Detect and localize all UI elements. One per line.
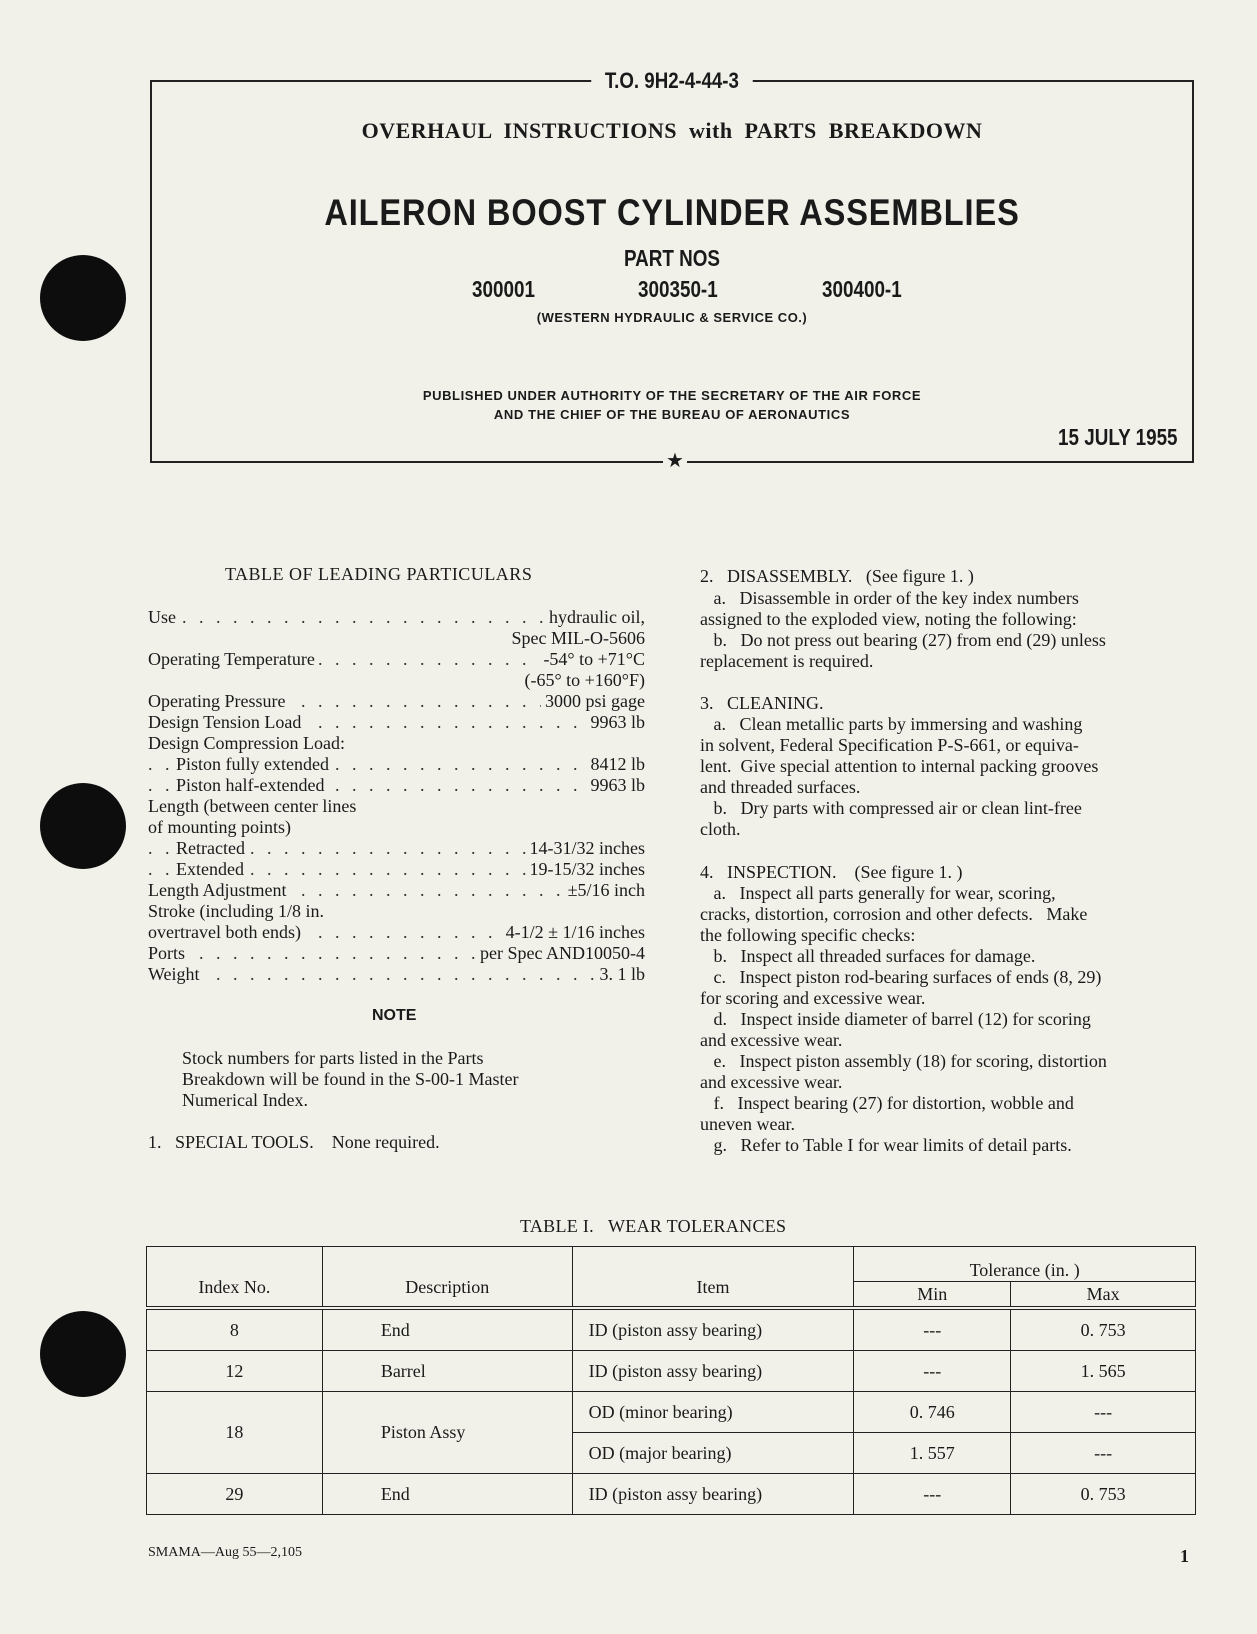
particular-label: Operating Pressure: [148, 690, 289, 712]
particular-label: Design Tension Load: [148, 711, 305, 733]
header-tolerance: Tolerance (in. ): [854, 1247, 1196, 1282]
cell-index: 8: [147, 1308, 323, 1351]
part-number-2: 300350-1: [638, 276, 718, 302]
leading-particulars-title: TABLE OF LEADING PARTICULARS: [225, 564, 533, 584]
table-row: [147, 1392, 1196, 1433]
particular-label: Ports: [148, 942, 189, 964]
part-nos-label: PART NOS: [623, 245, 721, 271]
cell-item: ID (piston assy bearing): [572, 1308, 854, 1351]
punch-hole-middle: [40, 783, 126, 869]
cell-max: 1. 565: [1011, 1351, 1196, 1392]
particular-value: hydraulic oil,: [545, 606, 645, 628]
cell-description: End: [322, 1474, 572, 1515]
authority-line-1: PUBLISHED UNDER AUTHORITY OF THE SECRETARY OF THE AIR FORCE: [422, 388, 922, 403]
cell-min: 1. 557: [854, 1433, 1011, 1474]
particular-row: [148, 795, 645, 817]
manufacturer: (WESTERN HYDRAULIC & SERVICE CO.): [536, 310, 808, 325]
cell-index: 29: [147, 1474, 323, 1515]
header-index: Index No.: [147, 1247, 323, 1309]
particular-label: Piston half-extended: [176, 774, 328, 796]
cell-item: OD (minor bearing): [572, 1392, 854, 1433]
particular-row: [148, 921, 645, 943]
note-line-1: Stock numbers for parts listed in the Parts: [182, 1048, 484, 1068]
note-line-2: Breakdown will be found in the S-00-1 Master: [182, 1069, 519, 1089]
procedure-line: uneven wear.: [700, 1114, 795, 1134]
footer-print-code: SMAMA—Aug 55—2,105: [148, 1545, 303, 1560]
procedure-line: g. Refer to Table I for wear limits of detail parts.: [700, 1135, 1072, 1155]
table-row: [147, 1351, 1196, 1392]
cell-min: ---: [854, 1308, 1011, 1351]
cell-item: ID (piston assy bearing): [572, 1474, 854, 1515]
procedure-line: e. Inspect piston assembly (18) for scoring, distortion: [700, 1051, 1107, 1071]
particular-value: -54° to +71°C: [539, 648, 645, 670]
particular-row: [148, 648, 645, 670]
particular-value: 3000 psi gage: [541, 690, 645, 712]
particular-label: Weight: [148, 963, 204, 985]
particular-label: Retracted: [176, 837, 249, 859]
procedure-line: 2. DISASSEMBLY. (See figure 1. ): [700, 566, 974, 586]
particular-value: ±5/16 inch: [564, 879, 645, 901]
cell-max: 0. 753: [1011, 1308, 1196, 1351]
particular-label: of mounting points): [148, 816, 295, 838]
punch-hole-bottom: [40, 1311, 126, 1397]
part-number-3: 300400-1: [822, 276, 902, 302]
particular-row: [148, 879, 645, 901]
header-max: Max: [1011, 1282, 1196, 1309]
particular-row: [148, 606, 645, 628]
particular-row: [148, 942, 645, 964]
procedure-line: for scoring and excessive wear.: [700, 988, 926, 1008]
particular-value: 14-31/32 inches: [526, 837, 645, 859]
procedure-line: in solvent, Federal Specification P-S-661, or equiva-: [700, 735, 1079, 755]
particular-value: per Spec AND10050-4: [476, 942, 645, 964]
procedure-line: a. Clean metallic parts by immersing and washing: [700, 714, 1083, 734]
document-title: AILERON BOOST CYLINDER ASSEMBLIES: [324, 192, 1020, 233]
procedure-line: cracks, distortion, corrosion and other defects. Make: [700, 904, 1088, 924]
particular-row: [148, 858, 645, 880]
publication-date: 15 JULY 1955: [1058, 424, 1178, 450]
particular-value: (-65° to +160°F): [520, 669, 645, 691]
procedure-line: 4. INSPECTION. (See figure 1. ): [700, 862, 963, 882]
particular-value: 3. 1 lb: [595, 963, 645, 985]
particular-row: [148, 669, 645, 691]
procedure-line: b. Inspect all threaded surfaces for damage.: [700, 946, 1036, 966]
particular-row: [148, 732, 645, 754]
wear-tolerances-table: [146, 1246, 1196, 1515]
wear-table-title: TABLE I. WEAR TOLERANCES: [520, 1216, 787, 1236]
particular-row: [148, 816, 645, 838]
particular-label: Extended: [176, 858, 248, 880]
cell-item: OD (major bearing): [572, 1433, 854, 1474]
particular-row: [148, 774, 645, 796]
cell-description: Piston Assy: [322, 1392, 572, 1474]
cell-min: ---: [854, 1474, 1011, 1515]
particular-row: [148, 963, 645, 985]
cell-max: 0. 753: [1011, 1474, 1196, 1515]
header-item: Item: [572, 1247, 854, 1309]
leader-dots: [148, 963, 645, 985]
particular-label: Length (between center lines: [148, 795, 360, 817]
header-description: Description: [322, 1247, 572, 1309]
procedure-line: 3. CLEANING.: [700, 693, 824, 713]
procedure-line: and excessive wear.: [700, 1072, 843, 1092]
particular-label: Design Compression Load:: [148, 732, 349, 754]
authority-line-2: AND THE CHIEF OF THE BUREAU OF AERONAUTICS: [493, 407, 851, 422]
procedure-line: lent. Give special attention to internal packing grooves: [700, 756, 1099, 776]
procedure-line: b. Do not press out bearing (27) from end (29) unless: [700, 630, 1106, 650]
particular-row: [148, 690, 645, 712]
cell-max: ---: [1011, 1433, 1196, 1474]
particular-row: [148, 900, 645, 922]
part-number-1: 300001: [472, 276, 535, 302]
particular-row: [148, 753, 645, 775]
cell-description: End: [322, 1308, 572, 1351]
particular-value: 9963 lb: [586, 711, 645, 733]
particular-row: [148, 627, 645, 649]
particular-value: Spec MIL-O-5606: [508, 627, 645, 649]
to-number: T.O. 9H2-4-44-3: [0, 68, 1257, 94]
procedure-line: c. Inspect piston rod-bearing surfaces of ends (8, 29): [700, 967, 1102, 987]
star-icon: ★: [663, 450, 687, 472]
particular-label: Length Adjustment: [148, 879, 291, 901]
procedure-line: a. Disassemble in order of the key index numbers: [700, 588, 1079, 608]
procedure-line: replacement is required.: [700, 651, 874, 671]
procedure-line: f. Inspect bearing (27) for distortion, wobble and: [700, 1093, 1074, 1113]
note-line-3: Numerical Index.: [182, 1090, 308, 1110]
cell-item: ID (piston assy bearing): [572, 1351, 854, 1392]
special-tools: 1. SPECIAL TOOLS. None required.: [148, 1132, 440, 1152]
cell-index: 18: [147, 1392, 323, 1474]
procedure-line: the following specific checks:: [700, 925, 916, 945]
particular-label: Operating Temperature: [148, 648, 319, 670]
page-number: 1: [1180, 1546, 1189, 1566]
note-heading: NOTE: [372, 1007, 417, 1024]
particular-value: 19-15/32 inches: [526, 858, 645, 880]
particular-value: 8412 lb: [586, 753, 645, 775]
procedure-line: d. Inspect inside diameter of barrel (12) for scoring: [700, 1009, 1091, 1029]
cell-max: ---: [1011, 1392, 1196, 1433]
particular-value: 9963 lb: [586, 774, 645, 796]
table-row: [147, 1474, 1196, 1515]
particular-label: overtravel both ends): [148, 921, 305, 943]
particular-value: 4-1/2 ± 1/16 inches: [502, 921, 645, 943]
particular-label: Use: [148, 606, 180, 628]
cell-index: 12: [147, 1351, 323, 1392]
procedure-line: cloth.: [700, 819, 741, 839]
procedure-line: a. Inspect all parts generally for wear, scoring,: [700, 883, 1056, 903]
procedure-line: assigned to the exploded view, noting the following:: [700, 609, 1077, 629]
punch-hole-top: [40, 255, 126, 341]
procedure-line: b. Dry parts with compressed air or clean lint-free: [700, 798, 1082, 818]
table-row: [147, 1308, 1196, 1351]
procedure-line: and threaded surfaces.: [700, 777, 861, 797]
particular-label: Stroke (including 1/8 in.: [148, 900, 328, 922]
cell-description: Barrel: [322, 1351, 572, 1392]
procedure-line: and excessive wear.: [700, 1030, 843, 1050]
particular-row: [148, 837, 645, 859]
particular-label: Piston fully extended: [176, 753, 333, 775]
header-min: Min: [854, 1282, 1011, 1309]
cell-min: 0. 746: [854, 1392, 1011, 1433]
particular-row: [148, 711, 645, 733]
cell-min: ---: [854, 1351, 1011, 1392]
document-subtitle: OVERHAUL INSTRUCTIONS with PARTS BREAKDOWN: [361, 118, 983, 143]
